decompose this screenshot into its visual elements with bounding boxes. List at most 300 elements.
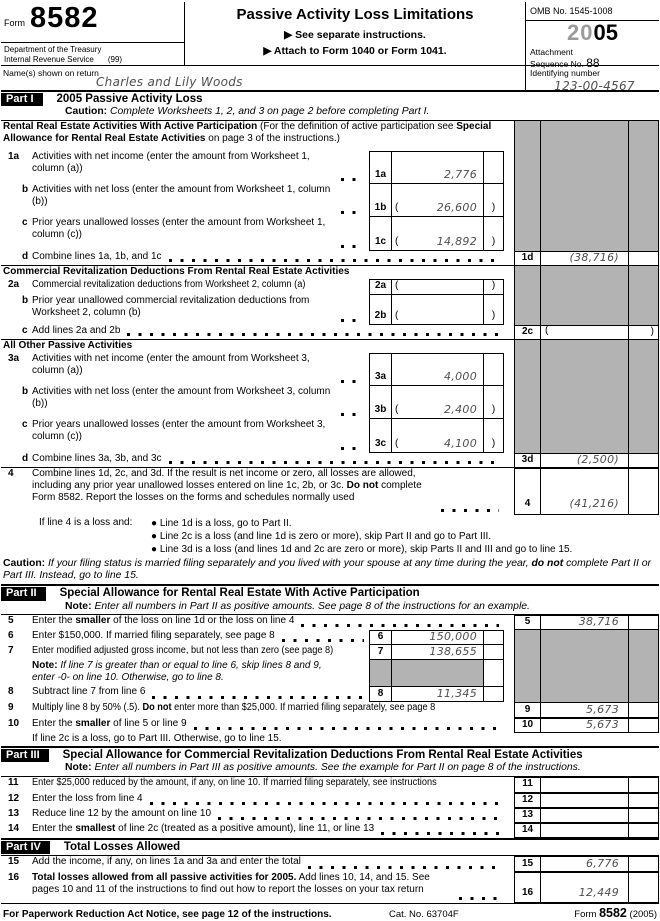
shaded-cell — [370, 660, 392, 686]
row-11 — [1, 777, 659, 793]
shaded-column — [514, 419, 659, 453]
line-1d-text: Combine lines 1a, 1b, and 1c — [32, 250, 162, 262]
other-header-text: All Other Passive Activities — [3, 339, 133, 351]
outer-entry-15 — [514, 856, 659, 872]
shaded-column — [514, 660, 659, 686]
other-header — [1, 340, 514, 353]
outer-label: 3d — [514, 453, 540, 468]
outer-label: 2c — [514, 325, 540, 340]
amount-value: 6,776 — [586, 856, 619, 870]
amount-field-2b[interactable] — [392, 295, 484, 324]
line-number: b — [22, 294, 29, 306]
rental-t1: (For the definition of active participation see — [260, 120, 457, 132]
line-number: 3a — [8, 352, 20, 364]
dotted-leader — [194, 727, 499, 730]
box-label: 6 — [370, 631, 392, 644]
line-9-left — [1, 702, 514, 718]
row-7 — [1, 645, 659, 660]
box-label: 7 — [370, 645, 392, 659]
part2-title: Special Allowance for Rental Real Estate With Active Participation — [59, 587, 420, 600]
row-after-10 — [1, 733, 659, 746]
line-16-post: Add lines 10, 14, and 15. See pages 10 and 11 of the instructions to find out how to report the losses on your tax return — [32, 871, 430, 896]
department-block — [1, 43, 184, 65]
shaded-column — [514, 645, 659, 660]
close-paren-cell — [484, 295, 503, 324]
line-5-pre: Enter the — [32, 615, 76, 626]
dept-line2 — [4, 55, 182, 65]
form-word: Form — [4, 18, 25, 28]
open-paren: ( — [395, 404, 399, 416]
outer-entry-1d — [514, 251, 659, 266]
line-4-pre: Combine lines 1d, 2c, and 3d. If the result is net income or zero, all losses are allowed, including any prior year unallowed losses entered on line 1c, 2b, or 3c. — [32, 467, 416, 491]
entry-box-7 — [369, 644, 504, 660]
amount-field-3d[interactable] — [540, 453, 628, 468]
box-label: 2b — [370, 295, 392, 324]
dotted-leader — [341, 245, 364, 248]
part2-title-row — [1, 586, 659, 600]
note-text: Enter all numbers in Part III as positive amounts. See the example for Part II on page 8 of the instructions. — [94, 762, 581, 774]
dotted-leader — [152, 696, 364, 699]
dotted-leader — [169, 461, 499, 464]
tax-year — [526, 22, 659, 48]
amount-field-9[interactable] — [540, 702, 628, 718]
dotted-leader — [301, 624, 499, 627]
bullet-icon: ● — [151, 517, 158, 529]
name-field[interactable]: Charles and Lily Woods — [96, 75, 243, 89]
amount-field-15[interactable] — [540, 856, 628, 872]
rental-t2: on page 3 of the instructions.) — [205, 132, 341, 144]
outer-label: 11 — [514, 777, 540, 793]
amount-field-12[interactable] — [540, 793, 628, 808]
amount-value: 2,776 — [444, 168, 477, 182]
line-4-text — [32, 468, 434, 515]
row-note-7 — [1, 660, 659, 686]
part3-tag: Part III — [1, 749, 49, 762]
amount-field-1a[interactable] — [392, 152, 484, 183]
line-1a-text: Activities with net income (enter the amount from Worksheet 1, column (a)) — [32, 150, 310, 174]
amount-field-8[interactable] — [392, 687, 484, 701]
paperwork-notice: For Paperwork Reduction Act Notice, see page 12 of the instructions. — [3, 908, 332, 920]
rental-section-header-row — [1, 121, 659, 151]
cents-cell — [484, 152, 503, 183]
outer-entry-5 — [514, 615, 659, 630]
commercial-header — [1, 266, 514, 279]
cents-cell — [484, 631, 503, 644]
cents-cell — [628, 856, 659, 872]
line-5-left — [1, 615, 514, 630]
line-5-text — [32, 615, 294, 630]
line-number: 7 — [8, 645, 14, 656]
box-label: 3a — [370, 354, 392, 385]
box-label: 1c — [370, 217, 392, 250]
shaded-column — [514, 121, 659, 151]
line-1c-text: Prior years unallowed losses (enter the amount from Worksheet 1, column (c)) — [32, 216, 326, 240]
open-paren: ( — [395, 310, 399, 322]
amount-field-14[interactable] — [540, 823, 628, 838]
note-word: Note: — [65, 600, 92, 612]
outer-label: 4 — [514, 468, 540, 515]
entry-box-1c — [369, 216, 504, 251]
note-text: If line 7 is greater than or equal to line 6, skip lines 8 and 9, enter -0- on line 10. Otherwise, go to line 8. — [32, 660, 322, 684]
outer-label: 1d — [514, 251, 540, 266]
line-3c-text: Prior years unallowed losses (enter the amount from Worksheet 3, column (c)) — [32, 418, 326, 442]
attach-note: ▶ Attach to Form 1040 or Form 1041. — [263, 45, 447, 58]
identifying-label: Identifying number — [530, 68, 600, 78]
box-label: 1a — [370, 152, 392, 183]
amount-value: (38,716) — [569, 250, 619, 264]
bullet-2-text: Line 2c is a loss (and line 1d is zero or more), skip Part II and go to Part III. — [159, 531, 492, 542]
cents-cell — [628, 718, 659, 733]
part2-note — [1, 601, 659, 613]
bullet-icon: ● — [151, 544, 158, 556]
line-1a-left — [1, 151, 514, 184]
bullet-2 — [151, 530, 572, 543]
sequence-label: Sequence No. — [530, 59, 587, 70]
entry-box-2b — [369, 294, 504, 325]
rental-section-header — [1, 121, 514, 151]
open-paren: ( — [395, 202, 399, 214]
row-3b — [1, 386, 659, 419]
line-2a-text: Commercial revitalization deductions from Worksheet 2, column (a) — [32, 278, 306, 290]
cents-cell — [628, 251, 659, 266]
entry-box-3c — [369, 418, 504, 453]
amount-field-16[interactable] — [540, 872, 628, 903]
if-line4-loss-block — [1, 517, 659, 557]
cents-cell — [628, 615, 659, 630]
entry-box-6 — [369, 630, 504, 645]
line-number: 2a — [8, 278, 20, 290]
loss-bullets — [151, 517, 572, 557]
line-8-left — [1, 686, 514, 702]
form-header — [1, 2, 659, 71]
shaded-cell — [392, 660, 484, 686]
close-paren-cell — [484, 217, 503, 250]
rental-header-text — [1, 121, 504, 151]
row-8 — [1, 686, 659, 702]
note-text: Enter all numbers in Part II as positive amounts. See page 8 of the instructions for an example. — [94, 600, 530, 612]
entry-box-3b — [369, 385, 504, 419]
dotted-leader — [341, 319, 364, 322]
after-10-left — [1, 733, 514, 746]
amount-field-1c[interactable] — [392, 217, 484, 250]
outer-label: 10 — [514, 718, 540, 733]
amount-field-2c[interactable] — [540, 325, 628, 340]
amount-field-1d[interactable] — [540, 251, 628, 266]
part3-bar — [1, 746, 659, 777]
shaded-column — [514, 266, 659, 279]
amount-field-4[interactable] — [540, 468, 628, 515]
close-paren-cell — [484, 184, 503, 216]
outer-label: 9 — [514, 702, 540, 718]
amount-value: 14,892 — [436, 235, 477, 249]
close-paren-cell — [484, 280, 503, 294]
row-1b — [1, 184, 659, 217]
identifying-field[interactable]: 123-00-4567 — [554, 79, 635, 94]
line-10-pre: Enter the — [32, 718, 76, 729]
line-number: 10 — [8, 718, 20, 729]
bullet-1-text: Line 1d is a loss, go to Part II. — [159, 517, 292, 529]
commercial-header-row — [1, 266, 659, 279]
line-15-left — [1, 856, 514, 872]
if-loss-label: If line 4 is a loss and: — [39, 516, 133, 528]
note-7-text — [32, 660, 334, 686]
amount-field-7[interactable] — [392, 645, 484, 659]
outer-label: 14 — [514, 823, 540, 838]
line-9-bold: Do not — [142, 702, 172, 713]
line-14-pre: Enter the — [32, 822, 76, 834]
close-paren: ) — [491, 236, 496, 248]
part3-title-row — [1, 748, 659, 762]
close-paren: ) — [491, 310, 496, 322]
line-number: c — [22, 216, 28, 228]
open-paren: ( — [545, 325, 549, 337]
line-7-left — [1, 645, 514, 660]
line-2c-left — [1, 325, 514, 340]
entry-box-1a — [369, 151, 504, 184]
row-2b — [1, 295, 659, 325]
cents-cell — [628, 702, 659, 718]
caution-word: Caution: — [65, 106, 108, 118]
cents-cell — [484, 660, 503, 686]
outer-label: 16 — [514, 872, 540, 903]
line-5-post: of the loss on line 1d or the loss on line 4 — [110, 615, 295, 626]
line-10-left — [1, 718, 514, 733]
form-footer-id — [539, 907, 659, 921]
dotted-leader — [459, 897, 499, 900]
outer-entry-16 — [514, 872, 659, 903]
cents-cell — [484, 687, 503, 701]
caution-do-not: do not — [531, 557, 564, 569]
row-3a — [1, 353, 659, 386]
cents-cell — [628, 453, 659, 468]
shaded-column — [514, 184, 659, 217]
line-number: 5 — [8, 615, 14, 626]
line-11-text: Enter $25,000 reduced by the amount, if any, on line 10. If married filing separately, see instructions — [32, 776, 437, 788]
amount-field-5[interactable] — [540, 615, 628, 630]
outer-entry-2c — [514, 325, 659, 340]
line-3b-text: Activities with net loss (enter the amount from Worksheet 3, column (b)) — [32, 385, 331, 409]
bullet-3 — [151, 543, 572, 556]
box-label: 2a — [370, 280, 392, 294]
amount-field-10[interactable] — [540, 718, 628, 733]
line-number: 4 — [8, 467, 14, 479]
amount-value: 2,400 — [444, 403, 477, 417]
line-number: 16 — [8, 871, 20, 883]
open-paren: ( — [395, 438, 399, 450]
year-outline: 20 — [567, 20, 594, 46]
amount-value: 4,100 — [444, 437, 477, 451]
line-3a-text: Activities with net income (enter the amount from Worksheet 3, column (a)) — [32, 352, 310, 376]
bullet-icon: ● — [151, 531, 158, 542]
amount-field-3a[interactable] — [392, 354, 484, 385]
dotted-leader — [341, 211, 364, 214]
sequence-value: 88 — [586, 56, 600, 71]
row-1a — [1, 151, 659, 184]
part4-bar — [1, 838, 659, 856]
dotted-leader — [127, 333, 499, 336]
footer-form-number: 8582 — [599, 905, 627, 920]
cents-cell — [628, 872, 659, 903]
close-paren: ) — [491, 438, 496, 450]
see-instructions: ▶ See separate instructions. — [284, 29, 426, 41]
amount-value: 5,673 — [586, 702, 619, 716]
line-9-pre: Multiply line 8 by 50% (.5). — [32, 702, 143, 713]
line-12-left — [1, 793, 514, 808]
part1-bar — [1, 92, 659, 121]
part4-tag: Part IV — [1, 841, 50, 854]
shaded-column — [514, 151, 659, 184]
outer-entry-10 — [514, 718, 659, 733]
entry-box-1b — [369, 183, 504, 217]
cents-cell — [628, 823, 659, 838]
row-13 — [1, 808, 659, 823]
cents-cell — [484, 354, 503, 385]
line-number: 12 — [8, 792, 20, 804]
year-bold: 05 — [593, 20, 618, 46]
shaded-column — [514, 386, 659, 419]
amount-field-11[interactable] — [540, 777, 628, 793]
dotted-leader — [150, 802, 499, 805]
caution-word: Caution: — [3, 557, 49, 569]
line-9-text — [32, 702, 435, 718]
line-13-text: Reduce line 12 by the amount on line 10 — [32, 807, 212, 819]
line-8-text: Subtract line 7 from line 6 — [32, 686, 146, 697]
dotted-leader — [341, 178, 364, 181]
dotted-leader — [341, 447, 364, 450]
line-number: 8 — [8, 686, 14, 697]
catalog-number: Cat. No. 63704F — [389, 908, 459, 920]
box-label: 3c — [370, 419, 392, 452]
line-14-text — [32, 823, 374, 838]
amount-value: 12,449 — [578, 885, 619, 899]
open-paren: ( — [395, 280, 399, 292]
line-14-left — [1, 823, 514, 838]
row-15 — [1, 856, 659, 872]
close-paren: ) — [491, 280, 496, 292]
row-16 — [1, 872, 659, 903]
footer-form-word: Form — [574, 908, 600, 920]
row-3c — [1, 419, 659, 453]
line-number: 9 — [8, 702, 14, 713]
box-label: 1b — [370, 184, 392, 216]
dotted-leader — [218, 817, 499, 820]
entry-box-8 — [369, 686, 504, 702]
amount-value: 138,655 — [429, 644, 477, 658]
note-word: Note: — [65, 762, 92, 774]
amount-value: 26,600 — [436, 201, 477, 215]
line-number: d — [22, 452, 29, 464]
cents-cell — [628, 777, 659, 793]
shaded-column — [514, 279, 659, 295]
spacer — [334, 660, 369, 686]
name-row — [1, 66, 659, 92]
spacer — [1, 660, 32, 686]
line-4-left — [1, 468, 514, 515]
outer-label: 13 — [514, 808, 540, 823]
outer-entry-3d — [514, 453, 659, 468]
amount-field-6[interactable] — [392, 631, 484, 644]
form-number: 8582 — [30, 2, 99, 34]
line-4-post: complete Form 8582. Report the losses on the forms and schedules normally used — [32, 479, 422, 504]
line-5-bold: smaller — [75, 615, 111, 626]
line-11-left — [1, 777, 514, 793]
rental-b1: Rental Real Estate Activities With Active Participation — [3, 120, 261, 132]
line-10-text — [32, 718, 187, 733]
dotted-leader — [282, 639, 364, 642]
bullet-3-text: Line 3d is a loss (and lines 1d and 2c are zero or more), skip Parts II and III and go to line 15. — [159, 544, 573, 556]
dept-line1: Department of the Treasury — [4, 45, 102, 54]
shaded-column — [514, 340, 659, 353]
cents-cell — [628, 808, 659, 823]
amount-field-2a[interactable] — [392, 280, 484, 294]
outer-entry-12 — [514, 793, 659, 808]
shaded-column — [514, 630, 659, 645]
caution-text-1: If your filing status is married filing separately and you lived with your spouse at any time during the year, — [48, 557, 532, 569]
amount-field-3c[interactable] — [392, 419, 484, 452]
after-10-text: If line 2c is a loss, go to Part III. Otherwise, go to line 15. — [32, 733, 282, 744]
line-10-bold: smaller — [75, 718, 111, 729]
title-block — [185, 2, 525, 65]
row-5 — [1, 615, 659, 630]
name-label: Name(s) shown on return — [3, 68, 99, 78]
shaded-inner-band — [369, 660, 504, 686]
dotted-leader — [441, 509, 499, 512]
close-paren-cell — [628, 325, 659, 340]
part1-tag: Part I — [1, 93, 43, 106]
outer-entry-11 — [514, 777, 659, 793]
box-label: 3b — [370, 386, 392, 418]
line-3a-left — [1, 353, 514, 386]
amount-value: 150,000 — [429, 629, 477, 643]
line-14-bold: smallest — [75, 822, 116, 834]
amount-field-1b[interactable] — [392, 184, 484, 216]
cents-cell — [628, 793, 659, 808]
line-number: 1a — [8, 150, 20, 162]
line-1c-left — [1, 217, 514, 251]
line-number: b — [22, 385, 29, 397]
form-title: Passive Activity Loss Limitations — [236, 6, 474, 23]
dotted-leader — [308, 866, 499, 869]
line-6-left — [1, 630, 514, 645]
row-4 — [1, 468, 659, 515]
line-3d-left — [1, 453, 514, 468]
dotted-leader — [381, 832, 499, 835]
rental-b2: Special Allowance for Rental Real Estate Activities — [3, 120, 492, 144]
close-paren: ) — [650, 325, 654, 337]
line-3b-left — [1, 386, 514, 419]
line-16-left — [1, 872, 514, 903]
omb-block — [525, 2, 659, 71]
caution-paragraph — [1, 557, 659, 583]
form-number-row — [1, 2, 184, 43]
close-paren: ) — [491, 404, 496, 416]
cents-cell — [484, 645, 503, 659]
amount-field-3b[interactable] — [392, 386, 484, 418]
line-14-post: of line 2c (treated as a positive amount), line 11, or line 13 — [115, 822, 375, 834]
amount-value: (2,500) — [576, 452, 619, 466]
line-15-text: Add the income, if any, on lines 1a and 3a and enter the total — [32, 855, 301, 867]
dept-irs: Internal Revenue Service — [4, 54, 94, 64]
shaded-column — [514, 295, 659, 325]
line-number: c — [22, 418, 28, 430]
amount-field-13[interactable] — [540, 808, 628, 823]
dotted-leader — [169, 259, 499, 262]
part4-title: Total Losses Allowed — [63, 840, 181, 853]
line-number: b — [22, 183, 29, 195]
dotted-leader — [341, 380, 364, 383]
shaded-column — [514, 353, 659, 386]
row-12 — [1, 793, 659, 808]
